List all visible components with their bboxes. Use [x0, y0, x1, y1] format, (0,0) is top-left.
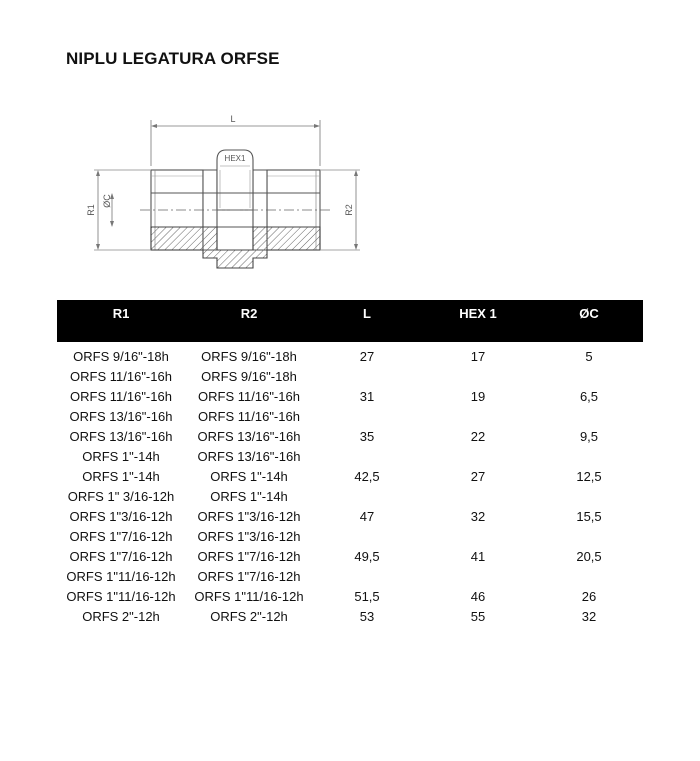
cell-r2: ORFS 1"7/16-12h — [197, 568, 301, 584]
cell-l: 51,5 — [354, 588, 380, 604]
cell-c — [535, 566, 643, 586]
cell-l — [313, 406, 421, 426]
cell-l — [313, 366, 421, 386]
cell-r1: ORFS 1"7/16-12h — [69, 528, 173, 544]
cell-r1: ORFS 2"-12h — [82, 608, 160, 624]
table-row — [57, 406, 643, 426]
table-row — [57, 466, 643, 486]
cell-r2: ORFS 1"-14h — [210, 488, 288, 504]
label-r2: R2 — [344, 204, 354, 216]
cell-r2: ORFS 9/16"-18h — [201, 348, 297, 364]
cell-r1: ORFS 11/16"-16h — [70, 388, 172, 404]
cell-hex1 — [421, 446, 535, 466]
cell-hex1: 17 — [470, 348, 486, 364]
cell-l: 42,5 — [354, 468, 380, 484]
label-c: ØC — [102, 194, 112, 208]
header-r1: R1 — [112, 306, 130, 321]
cell-r2: ORFS 11/16"-16h — [198, 388, 300, 404]
cell-l: 31 — [359, 388, 375, 404]
label-r1: R1 — [86, 204, 96, 216]
table-row — [57, 426, 643, 446]
cell-c: 12,5 — [576, 468, 602, 484]
page-title: NIPLU LEGATURA ORFSE — [66, 49, 280, 68]
table-row — [57, 566, 643, 586]
cell-r2: ORFS 11/16"-16h — [198, 408, 300, 424]
cell-hex1: 27 — [470, 468, 486, 484]
fitting-body-outline — [140, 150, 332, 268]
table-row — [57, 342, 643, 366]
cell-l: 47 — [359, 508, 375, 524]
cell-l — [313, 566, 421, 586]
cell-l: 27 — [359, 348, 375, 364]
cell-r1: ORFS 1"11/16-12h — [66, 568, 176, 584]
table-row — [57, 486, 643, 506]
cell-r2: ORFS 1"3/16-12h — [197, 528, 301, 544]
cell-r2: ORFS 9/16"-18h — [201, 368, 297, 384]
cell-hex1: 41 — [470, 548, 486, 564]
cell-r1: ORFS 1"-14h — [82, 448, 160, 464]
cell-hex1: 55 — [470, 608, 486, 624]
cell-hex1: 22 — [470, 428, 486, 444]
fitting-technical-drawing — [80, 108, 380, 278]
cell-r2: ORFS 1"11/16-12h — [194, 588, 304, 604]
table-row — [57, 546, 643, 566]
header-l: L — [363, 306, 371, 321]
cell-c: 20,5 — [576, 548, 602, 564]
cell-c — [535, 446, 643, 466]
cell-r2: ORFS 1"-14h — [210, 468, 288, 484]
cell-r2: ORFS 2"-12h — [210, 608, 288, 624]
cell-hex1: 19 — [470, 388, 486, 404]
cell-r1: ORFS 11/16"-16h — [70, 368, 172, 384]
cell-r1: ORFS 1"3/16-12h — [69, 508, 173, 524]
cell-r2: ORFS 1"3/16-12h — [197, 508, 301, 524]
label-hex: HEX1 — [224, 154, 246, 163]
cell-c: 26 — [581, 588, 597, 604]
cell-hex1 — [421, 486, 535, 506]
cell-hex1 — [421, 406, 535, 426]
table-row — [57, 446, 643, 466]
cell-r2: ORFS 13/16"-16h — [197, 448, 301, 464]
cell-r1: ORFS 1"11/16-12h — [66, 588, 176, 604]
table-header-row — [57, 300, 643, 342]
table-row — [57, 366, 643, 386]
cell-c: 5 — [585, 348, 593, 364]
table-row — [57, 526, 643, 546]
cell-c: 15,5 — [576, 508, 602, 524]
table-row — [57, 586, 643, 606]
cell-c: 9,5 — [579, 428, 599, 444]
cell-l: 53 — [359, 608, 375, 624]
cell-l: 49,5 — [354, 548, 380, 564]
cell-r1: ORFS 9/16"-18h — [73, 348, 169, 364]
header-hex1: HEX 1 — [459, 306, 497, 321]
cell-hex1: 32 — [470, 508, 486, 524]
table-row — [57, 506, 643, 526]
table-row — [57, 606, 643, 626]
label-l: L — [230, 114, 236, 124]
cell-hex1 — [421, 566, 535, 586]
cell-l — [313, 486, 421, 506]
cell-r1: ORFS 1"7/16-12h — [69, 548, 173, 564]
cell-c: 32 — [581, 608, 597, 624]
cell-l — [313, 526, 421, 546]
cell-hex1 — [421, 526, 535, 546]
cell-r1: ORFS 13/16"-16h — [69, 408, 173, 424]
cell-r1: ORFS 1"-14h — [82, 468, 160, 484]
header-r2: R2 — [240, 306, 258, 321]
spec-table — [57, 300, 643, 626]
cell-r2: ORFS 1"7/16-12h — [197, 548, 301, 564]
cell-c — [535, 406, 643, 426]
cell-c — [535, 526, 643, 546]
cell-r1: ORFS 13/16"-16h — [69, 428, 173, 444]
table-row — [57, 386, 643, 406]
cell-r2: ORFS 13/16"-16h — [197, 428, 301, 444]
cell-r1: ORFS 1" 3/16-12h — [67, 488, 175, 504]
cell-hex1 — [421, 366, 535, 386]
cell-c: 6,5 — [579, 388, 599, 404]
cell-hex1: 46 — [470, 588, 486, 604]
cell-l: 35 — [359, 428, 375, 444]
cell-c — [535, 366, 643, 386]
header-c: ØC — [579, 306, 599, 321]
cell-c — [535, 486, 643, 506]
cell-l — [313, 446, 421, 466]
